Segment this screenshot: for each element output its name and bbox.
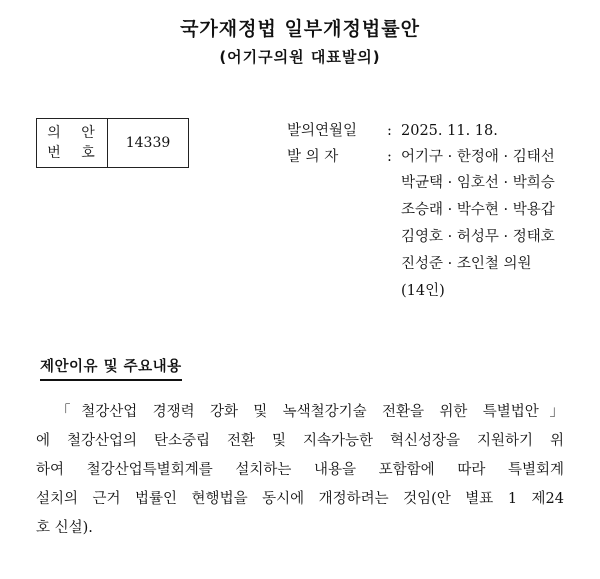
section-heading: 제안이유 및 주요내용	[40, 355, 182, 381]
document-subtitle: (어기구의원 대표발의)	[219, 48, 381, 66]
proposal-body	[36, 398, 564, 543]
document-title: 국가재정법 일부개정법률안	[180, 18, 420, 40]
proposer-row	[287, 144, 555, 170]
proposer-line: 박균택 · 임호선 · 박희승	[401, 175, 555, 191]
colon: :	[387, 149, 392, 165]
proposer-label: 발 의 자	[287, 149, 339, 165]
bill-number-label-line1: 의 안	[47, 125, 103, 141]
proposer-line: 김영호 · 허성무 · 정태호	[401, 229, 555, 245]
proposer-line: 진성준 · 조인철 의원	[401, 256, 532, 272]
bill-meta	[287, 118, 555, 305]
colon: :	[387, 123, 392, 139]
body-line: 설치의 근거 법률인 현행법을 동시에 개정하려는 것임(안 별표 1 제24	[36, 491, 564, 507]
proposer-count: (14인)	[401, 283, 445, 299]
proposer-line: 조승래 · 박수현 · 박용갑	[401, 202, 555, 218]
proposal-date-row	[287, 118, 555, 144]
body-line: 호 신설).	[36, 520, 93, 536]
proposer-line: 어기구 · 한정애 · 김태선	[401, 149, 555, 165]
bill-number-value: 14339	[108, 119, 189, 168]
body-line: 에 철강산업의 탄소중립 전환 및 지속가능한 혁신성장을 지원하기 위	[36, 433, 564, 449]
proposal-date-label: 발의연월일	[287, 123, 358, 139]
proposal-date-value: 2025. 11. 18.	[401, 123, 498, 139]
bill-number-label-line2: 번 호	[47, 145, 103, 161]
body-line: 「철강산업 경쟁력 강화 및 녹색철강기술 전환을 위한 특별법안」	[56, 404, 564, 420]
bill-number-box	[36, 118, 189, 168]
bill-number-label	[37, 119, 108, 168]
body-line: 하여 철강산업특별회계를 설치하는 내용을 포함함에 따라 특별회계	[36, 462, 564, 478]
